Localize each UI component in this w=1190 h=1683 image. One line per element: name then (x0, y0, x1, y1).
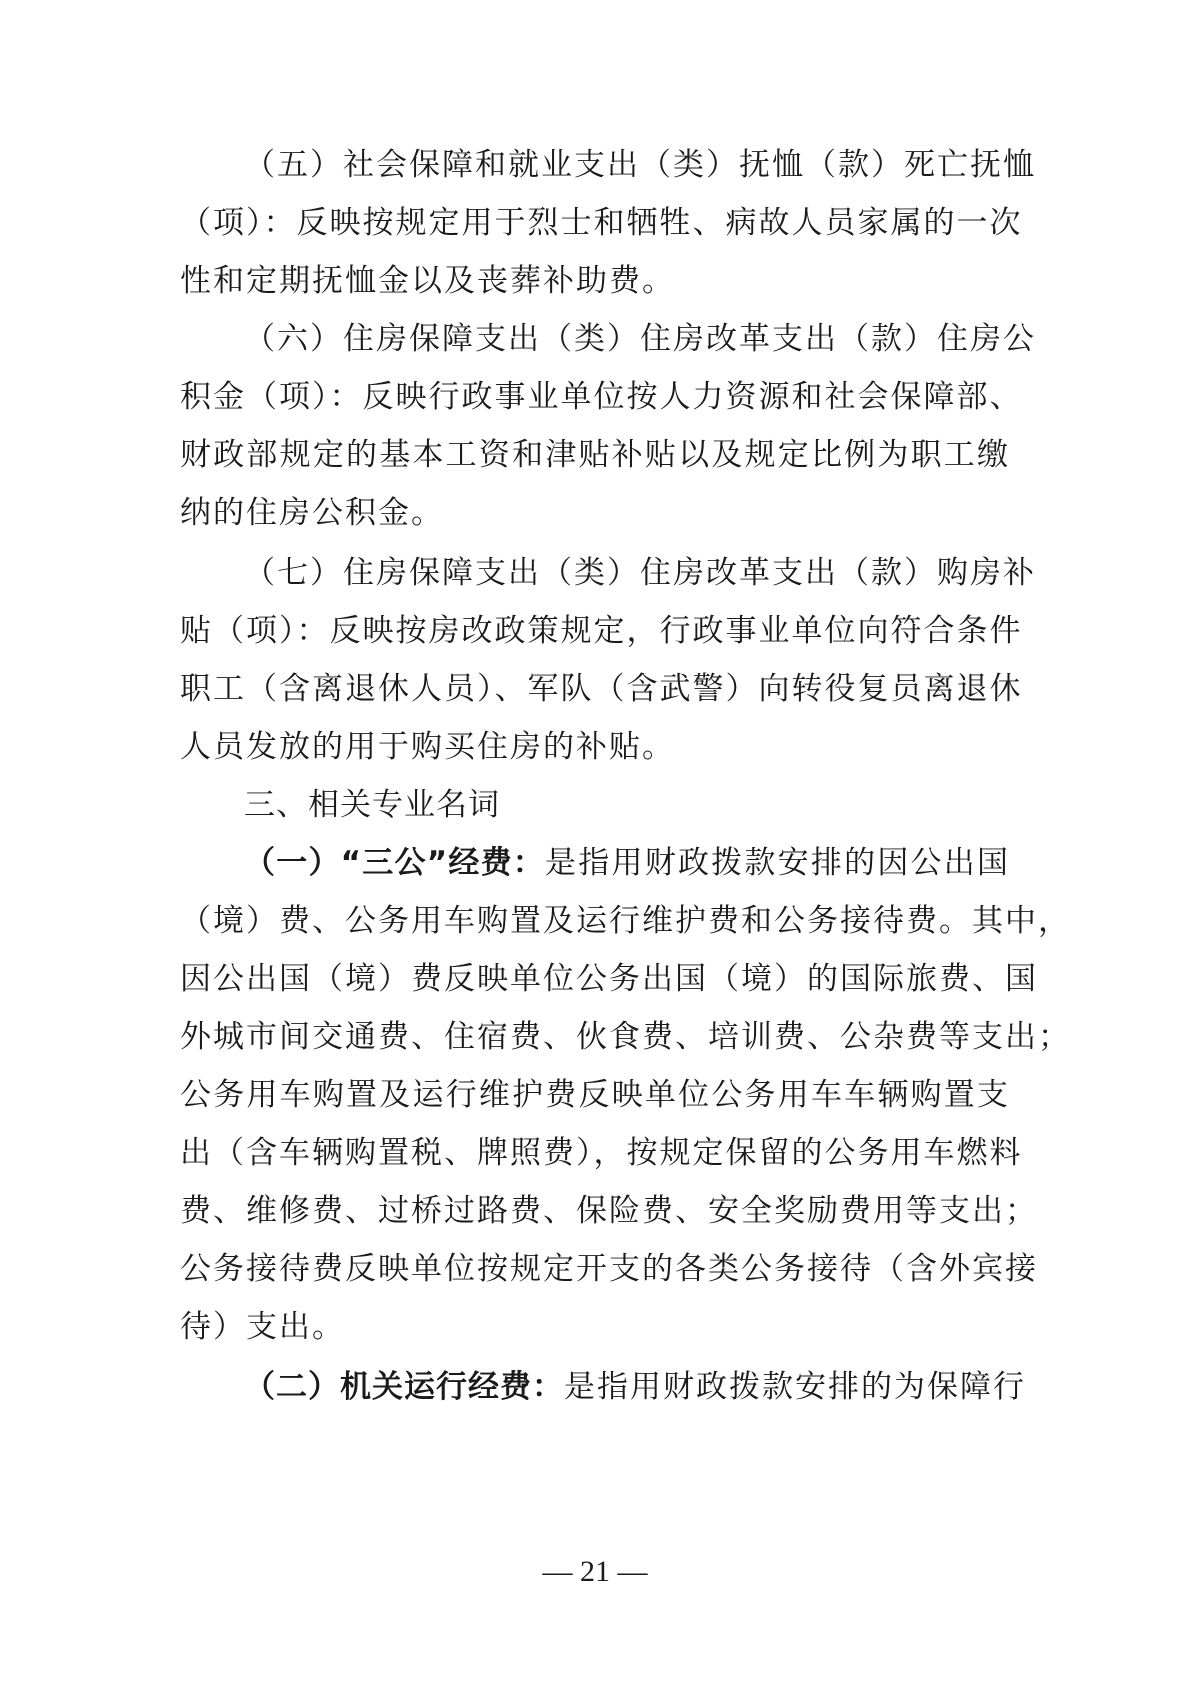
section-3-heading: 三、相关专业名词 (244, 787, 500, 823)
term-1-line-7: 费、维修费、过桥过路费、保险费、安全奖励费用等支出； (180, 1193, 1038, 1229)
paragraph-7-line-4: 人员发放的用于购买住房的补贴。 (180, 729, 675, 765)
paragraph-7-line-2: 贴（项）：反映按房改政策规定，行政事业单位向符合条件 (180, 613, 1023, 649)
term-2-title: （二）机关运行经费： (244, 1369, 564, 1405)
term-1-line-5: 公务用车购置及运行维护费反映单位公务用车车辆购置支 (180, 1077, 1010, 1113)
paragraph-6-line-1: （六）住房保障支出（类）住房改革支出（款）住房公 (244, 321, 1036, 357)
paragraph-5-line-3: 性和定期抚恤金以及丧葬补助费。 (180, 263, 675, 299)
paragraph-7-line-1: （七）住房保障支出（类）住房改革支出（款）购房补 (244, 555, 1036, 591)
paragraph-5-line-1: （五）社会保障和就业支出（类）抚恤（款）死亡抚恤 (244, 147, 1036, 183)
term-1-line-2: （境）费、公务用车购置及运行维护费和公务接待费。其中， (180, 903, 1071, 939)
term-1-line-9: 待）支出。 (180, 1309, 345, 1345)
page-number: — 21 — (542, 1555, 648, 1588)
term-1-first-text: 是指用财政拨款安排的因公出国 (545, 845, 1010, 881)
term-1-line-3: 因公出国（境）费反映单位公务出国（境）的国际旅费、国 (180, 961, 1038, 997)
term-2-line-1 (244, 1358, 1026, 1416)
term-1-title: （一）“三公”经费： (244, 845, 546, 881)
term-1-line-1 (244, 834, 1010, 892)
term-1-line-6: 出（含车辆购置税、牌照费），按规定保留的公务用车燃料 (180, 1135, 1023, 1171)
paragraph-6-line-3: 财政部规定的基本工资和津贴补贴以及规定比例为职工缴 (180, 437, 1010, 473)
paragraph-5-line-2: （项）：反映按规定用于烈士和牺牲、病故人员家属的一次 (180, 205, 1023, 241)
term-1-line-4: 外城市间交通费、住宿费、伙食费、培训费、公杂费等支出； (180, 1019, 1071, 1055)
paragraph-6-line-4: 纳的住房公积金。 (180, 495, 444, 531)
term-1-line-8: 公务接待费反映单位按规定开支的各类公务接待（含外宾接 (180, 1251, 1038, 1287)
paragraph-7-line-3: 职工（含离退休人员）、军队（含武警）向转役复员离退休 (180, 671, 1023, 707)
paragraph-6-line-2: 积金（项）：反映行政事业单位按人力资源和社会保障部、 (180, 379, 1023, 415)
term-2-first-text: 是指用财政拨款安排的为保障行 (564, 1369, 1026, 1405)
